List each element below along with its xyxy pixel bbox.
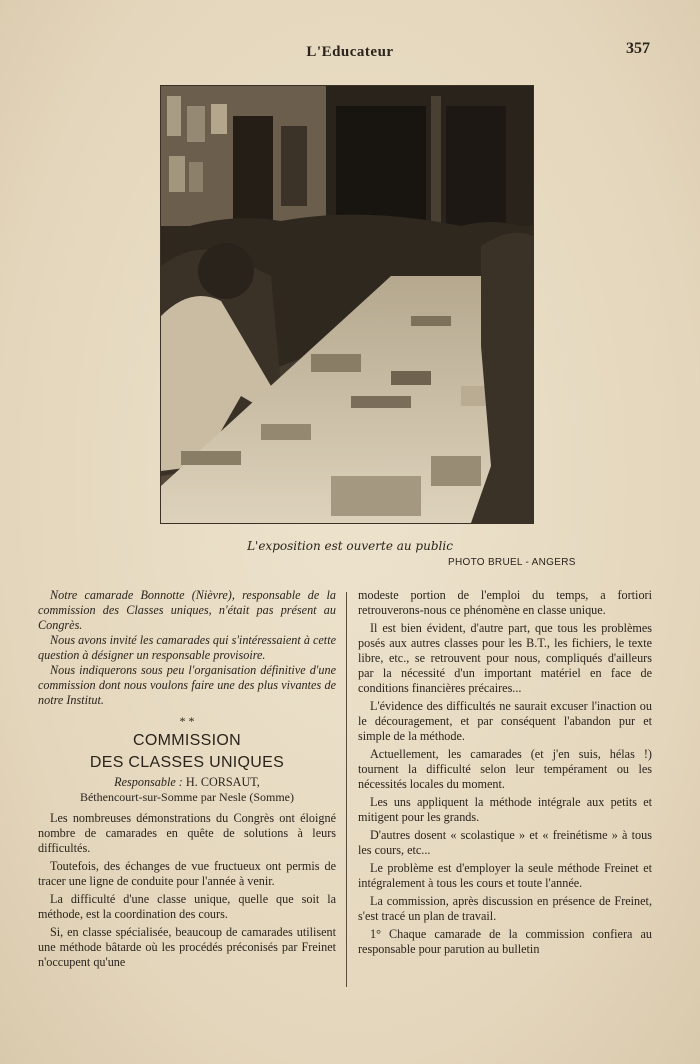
section-title-line1: COMMISSION bbox=[133, 732, 241, 749]
body-paragraph: 1° Chaque camarade de la commission confiera au responsable pour parution au bulletin bbox=[358, 927, 652, 956]
note-paragraph: Nous avons invité les camarades qui s'intéressaient à cette question à désigner un responsable provisoire. bbox=[38, 633, 336, 662]
column-divider bbox=[346, 592, 347, 987]
body-paragraph: Les uns appliquent la méthode intégrale aux petits et mitigent pour les grands. bbox=[358, 795, 652, 824]
body-paragraph: Toutefois, des échanges de vue fructueux ont permis de tracer une ligne de conduite pour l'année à venir. bbox=[38, 859, 336, 888]
editor-note bbox=[38, 588, 336, 708]
photo-caption: L'exposition est ouverte au public bbox=[247, 539, 453, 553]
body-paragraph: Le problème est d'employer la seule méthode Freinet et intégralement à tous les cours et toute l'année. bbox=[358, 861, 652, 890]
left-column bbox=[38, 588, 336, 973]
body-paragraph: La difficulté d'une classe unique, quelle que soit la méthode, est la coordination des cours. bbox=[38, 892, 336, 921]
body-paragraph: modeste portion de l'emploi du temps, a fortiori retrouverons-nous ce phénomène en classe unique. bbox=[358, 588, 652, 617]
responsable-label: Responsable : bbox=[114, 775, 183, 789]
responsable-location: Béthencourt-sur-Somme par Nesle (Somme) bbox=[79, 790, 295, 804]
body-paragraph: La commission, après discussion en présence de Freinet, s'est tracé un plan de travail. bbox=[358, 894, 652, 923]
body-paragraph: Si, en classe spécialisée, beaucoup de camarades utilisent une méthode bâtarde où les procédés préconisés par Freinet n'occupent qu'une bbox=[38, 925, 336, 969]
right-column bbox=[358, 588, 652, 960]
photo-credit: PHOTO BRUEL - ANGERS bbox=[448, 557, 576, 568]
running-title: L'Educateur bbox=[306, 44, 394, 60]
responsable-name: H. CORSAUT, bbox=[185, 775, 260, 789]
body-paragraph: Actuellement, les camarades (et j'en suis, hélas !) tournent la difficulté selon leur tempérament ou les nécessités locales du moment. bbox=[358, 747, 652, 791]
body-paragraph: Il est bien évident, d'autre part, que tous les problèmes posés aux autres classes pour les B.T., les fichiers, le texte libre, etc., se retrouvent pour nous, compliqués d'ailleurs par la nécessité d'un important matériel en face de conditions financières précaires... bbox=[358, 621, 652, 695]
body-paragraph: Les nombreuses démonstrations du Congrès ont éloigné nombre de camarades en quête de solutions à leurs difficultés. bbox=[38, 811, 336, 855]
note-paragraph: Nous indiquerons sous peu l'organisation définitive d'une commission dont nous voulons faire une des plus vivantes de notre Institut. bbox=[38, 663, 336, 707]
body-paragraph: D'autres dosent « scolastique » et « freinétisme » à tous les cours, etc... bbox=[358, 828, 652, 857]
exhibition-photo bbox=[160, 85, 534, 524]
note-paragraph: Notre camarade Bonnotte (Nièvre), responsable de la commission des Classes uniques, n'était pas présent au Congrès. bbox=[38, 588, 336, 632]
page-number: 357 bbox=[626, 40, 650, 57]
responsable-line bbox=[38, 775, 336, 790]
left-body bbox=[38, 811, 336, 970]
section-title-line2: DES CLASSES UNIQUES bbox=[89, 754, 285, 771]
separator-asterisks: * * bbox=[179, 714, 195, 728]
body-paragraph: L'évidence des difficultés ne saurait excuser l'inaction ou le découragement, et par conséquent l'abandon pur et simple de la méthode. bbox=[358, 699, 652, 743]
